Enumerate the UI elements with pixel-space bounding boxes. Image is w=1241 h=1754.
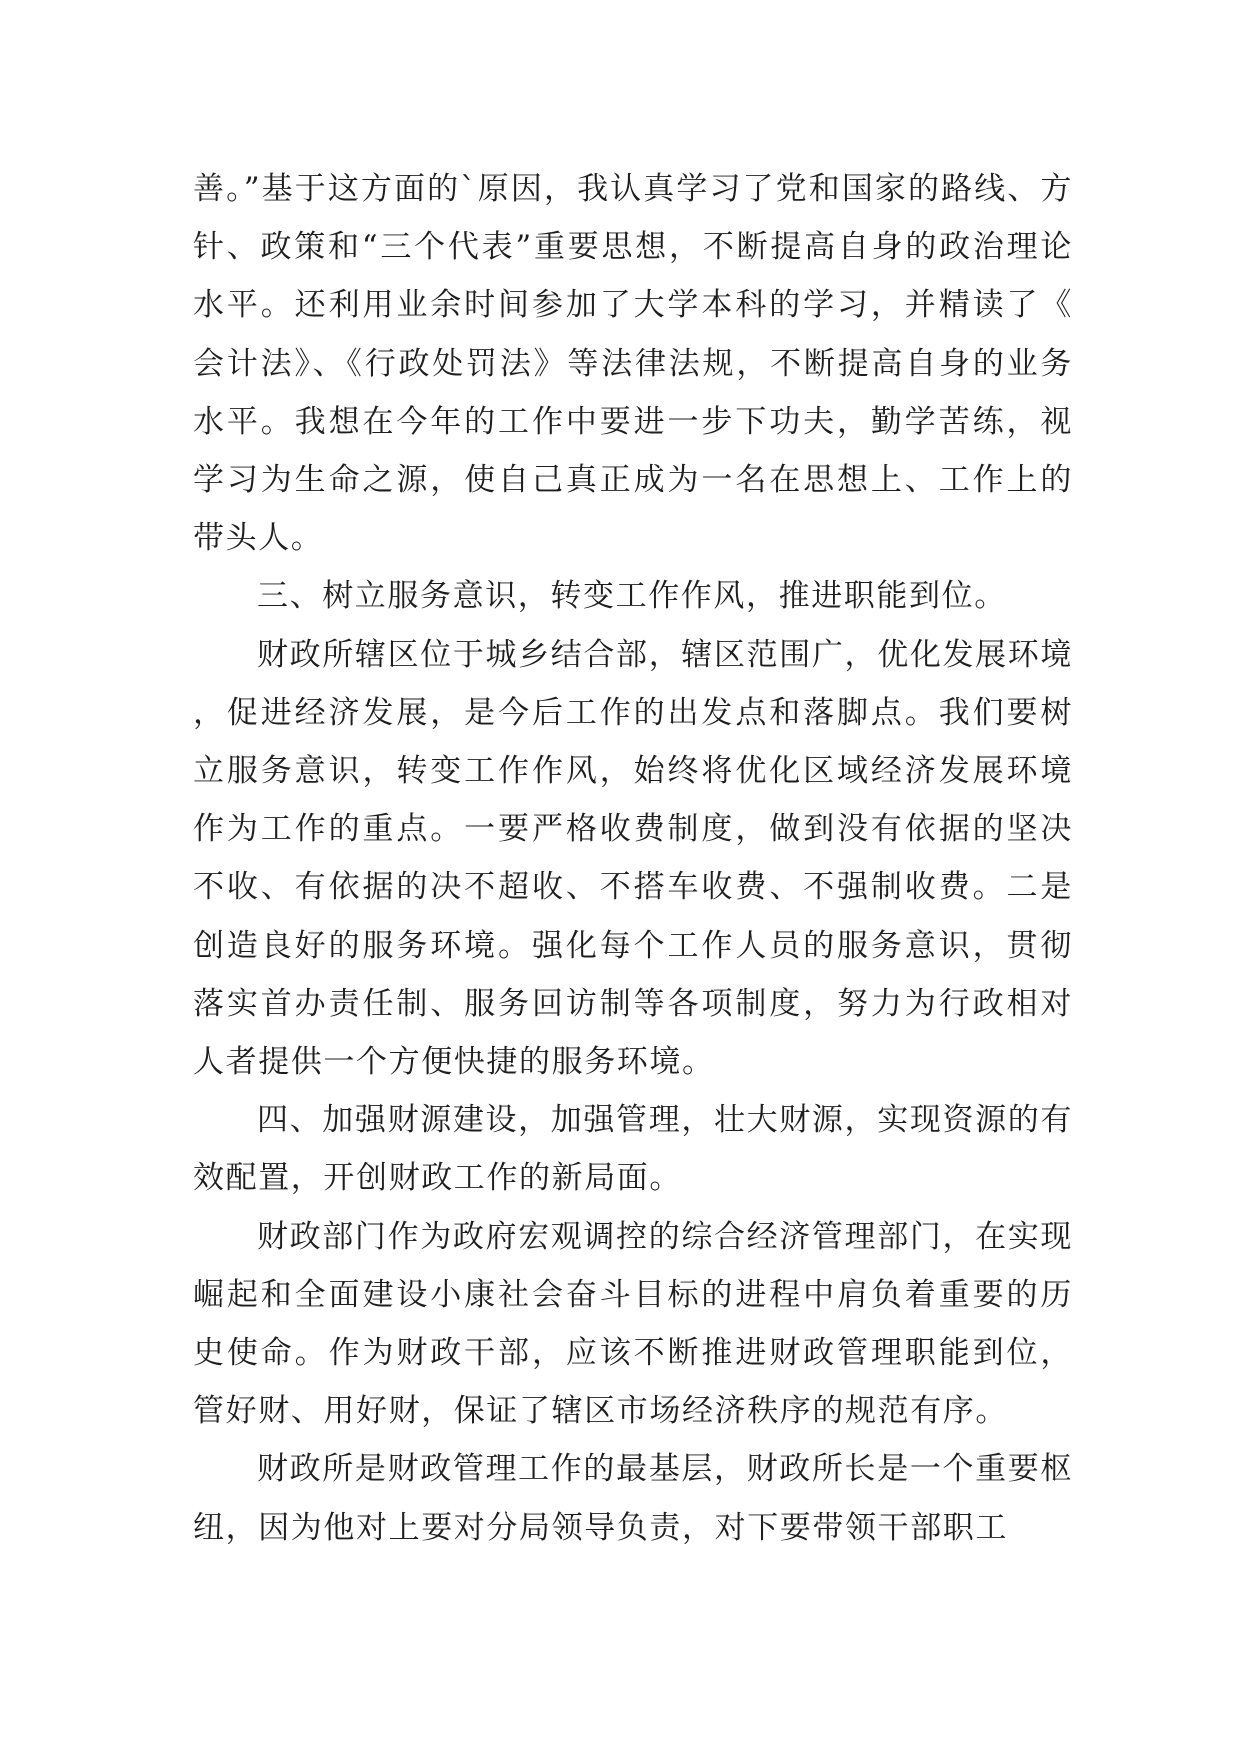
paragraph-study-continuation: 善。”基于这方面的`原因，我认真学习了党和国家的路线、方针、政策和“三个代表”重要思想，不断提高自身的政治理论水平。还利用业余时间参加了大学本科的学习，并精读了《会计法》、《行政处罚法》等法律法规，不断提高自身的业务水平。我想在今年的工作中要进一步下功夫，勤学苦练，视学习为生命之源，使自己真正成为一名在思想上、工作上的带头人。 (193, 171, 1073, 557)
document-body (193, 160, 1073, 1557)
paragraph-finance-department: 财政部门作为政府宏观调控的综合经济管理部门，在实现崛起和全面建设小康社会奋斗目标的进程中肩负着重要的历史使命。作为财政干部，应该不断推进财政管理职能到位，管好财、用好财，保证了辖区市场经济秩序的规范有序。 (193, 1218, 1073, 1430)
paragraph-finance-office: 财政所是财政管理工作的最基层，财政所长是一个重要枢纽，因为他对上要对分局领导负责，对下要带领干部职工 (193, 1451, 1073, 1546)
paragraph-service-awareness: 财政所辖区位于城乡结合部，辖区范围广，优化发展环境，促进经济发展，是今后工作的出发点和落脚点。我们要树立服务意识，转变工作作风，始终将优化区域经济发展环境作为工作的重点。一要严格收费制度，做到没有依据的坚决不收、有依据的决不超收、不搭车收费、不强制收费。二是创造良好的服务环境。强化每个工作人员的服务意识，贯彻落实首办责任制、服务回访制等各项制度，努力为行政相对人者提供一个方便快捷的服务环境。 (193, 636, 1073, 1081)
heading-section-four: 四、加强财源建设，加强管理，壮大财源，实现资源的有效配置，开创财政工作的新局面。 (193, 1102, 1073, 1197)
heading-section-three: 三、树立服务意识，转变工作作风，推进职能到位。 (257, 578, 1007, 615)
